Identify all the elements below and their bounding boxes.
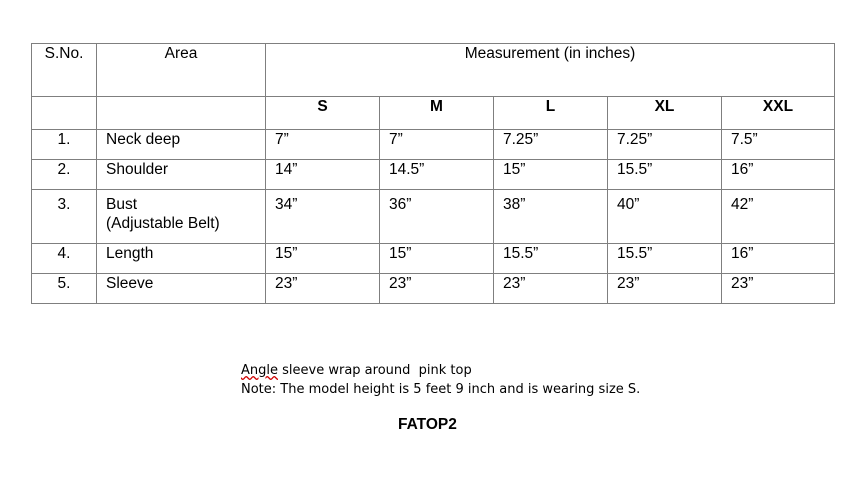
size-chart-table — [31, 43, 835, 304]
value-s: 14” — [266, 160, 380, 190]
value-xxl: 16” — [722, 244, 835, 274]
table-row — [32, 130, 835, 160]
value-m: 36” — [380, 190, 494, 244]
value-xl: 15.5” — [608, 244, 722, 274]
table-row — [32, 274, 835, 304]
value-m: 23” — [380, 274, 494, 304]
row-area-line1: Bust — [106, 196, 138, 213]
model-note: Note: The model height is 5 feet 9 inch and is wearing size S. — [241, 382, 641, 397]
value-l: 7.25” — [494, 130, 608, 160]
row-area: Sleeve — [97, 274, 266, 304]
value-l: 23” — [494, 274, 608, 304]
header-sno: S.No. — [32, 44, 97, 97]
product-description — [241, 361, 640, 380]
size-l: L — [494, 97, 608, 130]
blank-cell — [97, 97, 266, 130]
row-area: Shoulder — [97, 160, 266, 190]
table-row — [32, 190, 835, 244]
value-xl: 40” — [608, 190, 722, 244]
size-m: M — [380, 97, 494, 130]
blank-cell — [32, 97, 97, 130]
value-l: 15” — [494, 160, 608, 190]
row-area-line2: (Adjustable Belt) — [106, 215, 220, 232]
row-area — [97, 190, 266, 244]
value-s: 23” — [266, 274, 380, 304]
value-xxl: 7.5” — [722, 130, 835, 160]
row-area: Neck deep — [97, 130, 266, 160]
value-xxl: 23” — [722, 274, 835, 304]
row-area: Length — [97, 244, 266, 274]
size-s: S — [266, 97, 380, 130]
size-xl: XL — [608, 97, 722, 130]
value-s: 15” — [266, 244, 380, 274]
value-m: 15” — [380, 244, 494, 274]
size-header-row — [32, 97, 835, 130]
value-xl: 7.25” — [608, 130, 722, 160]
value-s: 34” — [266, 190, 380, 244]
row-sno: 3. — [32, 190, 97, 244]
row-sno: 1. — [32, 130, 97, 160]
value-xl: 15.5” — [608, 160, 722, 190]
value-s: 7” — [266, 130, 380, 160]
value-xl: 23” — [608, 274, 722, 304]
description-first-word: Angle — [241, 363, 278, 378]
value-m: 7” — [380, 130, 494, 160]
row-sno: 5. — [32, 274, 97, 304]
product-code: FATOP2 — [398, 416, 457, 433]
value-xxl: 42” — [722, 190, 835, 244]
row-sno: 4. — [32, 244, 97, 274]
value-m: 14.5” — [380, 160, 494, 190]
value-l: 38” — [494, 190, 608, 244]
table-row — [32, 244, 835, 274]
size-xxl: XXL — [722, 97, 835, 130]
description-rest: sleeve wrap around pink top — [278, 363, 472, 378]
row-sno: 2. — [32, 160, 97, 190]
value-xxl: 16” — [722, 160, 835, 190]
header-area: Area — [97, 44, 266, 97]
product-notes — [241, 361, 640, 399]
table-header-row — [32, 44, 835, 97]
table-row — [32, 160, 835, 190]
header-measurement: Measurement (in inches) — [266, 44, 835, 97]
value-l: 15.5” — [494, 244, 608, 274]
